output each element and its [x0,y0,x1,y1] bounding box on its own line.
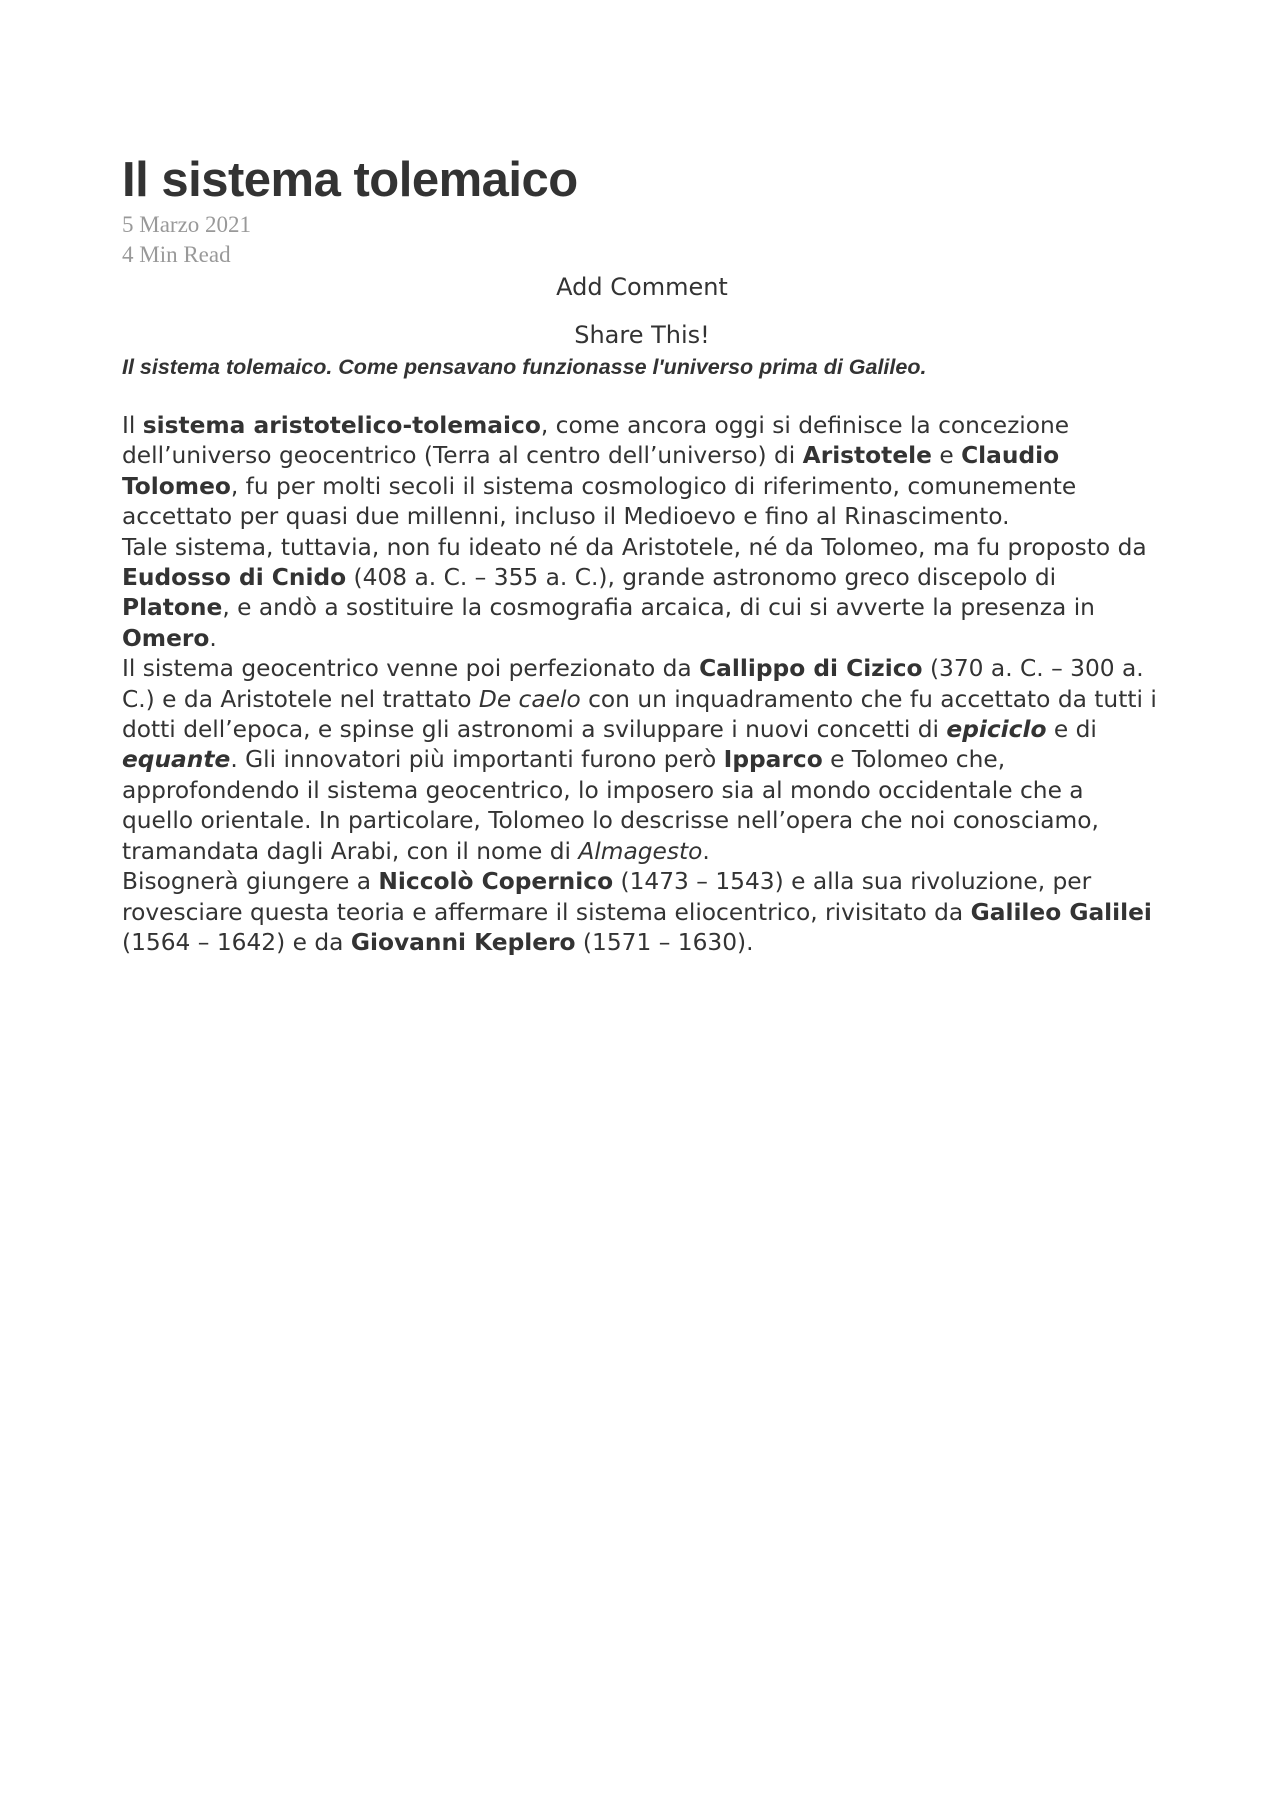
text-span: , e andò a sostituire la cosmografia arcaica, di cui si avverte la presenza in [222,594,1095,622]
text-span: (1564 – 1642) e da [122,928,351,956]
text-span: . Gli innovatori più importanti furono però [230,746,724,774]
text-span: (408 a. C. – 355 a. C.), grande astronomo greco discepolo di [346,564,1057,592]
bold-term: Claudio Tolomeo [122,442,1060,500]
paragraph-3 [122,654,1162,867]
text-span: (1571 – 1630). [575,928,754,956]
text-span: , fu per molti secoli il sistema cosmologico di riferimento, comunemente accettato per quasi due millenni, incluso il Medioevo e fino al Rinascimento. [122,472,1077,531]
bold-term: Niccolò Copernico [378,868,614,896]
bold-italic-term: epiciclo [946,716,1047,744]
text-span: e [931,442,962,470]
bold-term: Giovanni Keplero [350,928,576,956]
paragraph-4 [122,867,1162,958]
article-subtitle: Il sistema tolemaico. Come pensavano funzionasse l'universo prima di Galileo. [122,355,927,379]
text-span: . [702,837,710,865]
text-span: (370 a. C. – 300 a. C.) e da Aristotele nel trattato [122,655,1144,713]
bold-term: Aristotele [802,442,932,470]
bold-italic-term: equante [122,746,231,774]
text-span: con un inquadramento che fu accettato da tutti i dotti dell’epoca, e spinse gli astronomi a sviluppare i nuovi concetti di [122,685,1157,744]
paragraph-1 [122,411,1162,533]
bold-term: Galileo Galilei [970,898,1152,926]
bold-term: Omero [122,624,210,652]
italic-term: Almagesto [578,837,703,865]
italic-term: De caelo [478,685,581,713]
text-span: Il sistema geocentrico venne poi perfezionato da [122,655,700,683]
add-comment-link[interactable]: Add Comment [556,273,728,301]
text-span: . [209,624,217,652]
page-title: Il sistema tolemaico [122,153,578,207]
text-span: (1473 – 1543) e alla sua rivoluzione, per rovesciare questa teoria e affermare il sistema eliocentrico, rivisitato da [122,868,1092,926]
text-span: , come ancora oggi si definisce la concezione dell’universo geocentrico (Terra al centro dell’universo) di [122,412,1070,470]
text-span: Il [122,412,143,439]
post-date: 5 Marzo 2021 [122,212,252,237]
read-time: 4 Min Read [122,242,231,267]
text-span: e Tolomeo che, approfondendo il sistema geocentrico, lo imposero sia al mondo occidentale che a quello orientale. In particolare, Tolomeo lo descrisse nell’opera che noi conosciamo, tramandata dagli Arabi, con il nome di [122,746,1099,865]
text-span: Tale sistema, tuttavia, non fu ideato né da Aristotele, né da Tolomeo, ma fu proposto da [122,533,1147,561]
bold-term: Ipparco [723,746,823,774]
text-span: e di [1046,716,1097,744]
paragraph-2 [122,533,1162,655]
article [122,150,1162,958]
bold-term: Eudosso di Cnido [122,564,347,592]
share-link[interactable]: Share This! [574,321,710,349]
text-span: Bisognerà giungere a [122,868,379,896]
bold-term: sistema aristotelico-tolemaico [142,412,541,439]
bold-term: Platone [122,594,223,622]
article-body [122,411,1162,958]
bold-term: Callippo di Cizico [699,655,923,683]
